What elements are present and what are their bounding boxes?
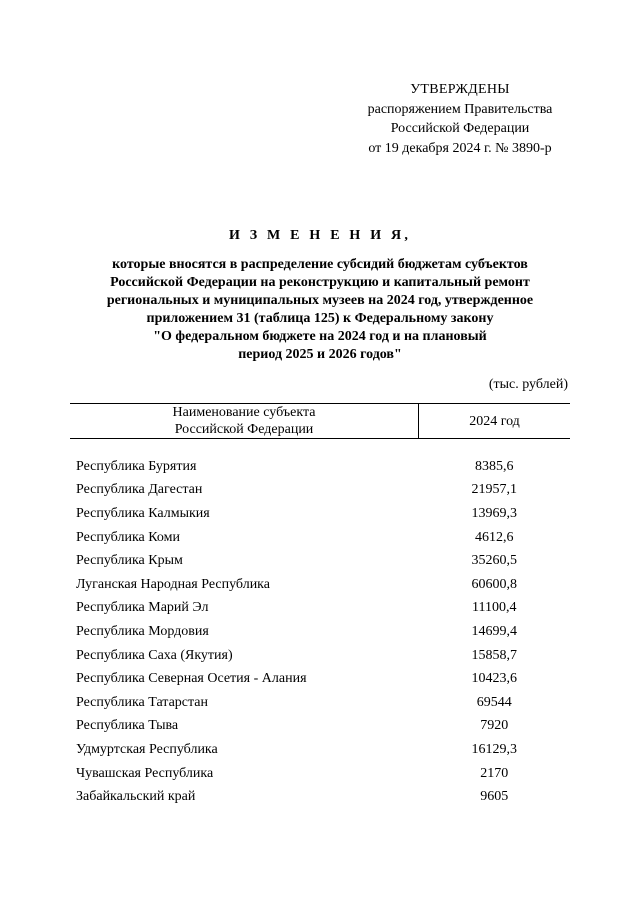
region-name: Республика Тыва <box>76 718 179 734</box>
subtitle-line: региональных и муниципальных музеев на 2024 год, утвержденное <box>106 293 534 308</box>
table-row <box>70 691 570 715</box>
subsidy-amount: 11100,4 <box>472 600 517 616</box>
table-row <box>70 620 570 644</box>
table-body <box>70 439 570 809</box>
table-row <box>70 667 570 691</box>
column-header-name <box>70 404 419 439</box>
region-name: Республика Мордовия <box>76 623 209 639</box>
approval-title: УТВЕРЖДЕНЫ <box>410 82 510 97</box>
region-name: Республика Коми <box>76 529 180 545</box>
table-row <box>70 715 570 739</box>
table-row <box>70 455 570 479</box>
subsidy-amount: 35260,5 <box>471 553 517 569</box>
approval-stamp <box>340 80 580 158</box>
subsidy-amount: 10423,6 <box>471 671 517 687</box>
subsidy-amount: 13969,3 <box>471 505 517 521</box>
subtitle-line: которые вносятся в распределение субсидий бюджетам субъектов <box>112 257 528 272</box>
region-name: Республика Северная Осетия - Алания <box>76 671 307 687</box>
region-name: Республика Дагестан <box>76 482 203 498</box>
region-name: Забайкальский край <box>76 789 196 805</box>
subsidy-amount: 60600,8 <box>471 576 517 592</box>
region-name: Республика Бурятия <box>76 458 197 474</box>
region-name: Удмуртская Республика <box>76 741 218 757</box>
table-row <box>70 597 570 621</box>
document-subtitle <box>60 256 580 364</box>
subsidy-amount: 16129,3 <box>471 741 517 757</box>
subsidy-amount: 2170 <box>480 765 509 781</box>
subsidy-table <box>70 403 570 809</box>
subsidy-amount: 69544 <box>476 694 512 710</box>
table-row <box>70 502 570 526</box>
column-header-name-line: Российской Федерации <box>174 422 314 437</box>
table-row <box>70 762 570 786</box>
column-header-year: 2024 год <box>419 404 571 439</box>
approval-line-date: от 19 декабря 2024 г. № 3890-р <box>368 140 552 156</box>
table-header-row <box>70 404 570 439</box>
subsidy-amount: 9605 <box>480 789 509 805</box>
table-row <box>70 549 570 573</box>
region-name: Республика Калмыкия <box>76 505 210 521</box>
subsidy-amount: 8385,6 <box>475 458 514 474</box>
region-name: Республика Татарстан <box>76 694 209 710</box>
subtitle-line: Российской Федерации на реконструкцию и капитальный ремонт <box>110 275 530 290</box>
table-row <box>70 738 570 762</box>
table-row <box>70 573 570 597</box>
region-name: Луганская Народная Республика <box>76 576 270 592</box>
table-row <box>70 644 570 668</box>
region-name: Республика Марий Эл <box>76 600 209 616</box>
subsidy-amount: 15858,7 <box>471 647 517 663</box>
subsidy-amount: 4612,6 <box>475 529 514 545</box>
subsidy-amount: 14699,4 <box>471 623 517 639</box>
units-label: (тыс. рублей) <box>488 377 568 392</box>
region-name: Республика Саха (Якутия) <box>76 647 233 663</box>
document-heading <box>60 226 580 364</box>
subtitle-line: "О федеральном бюджете на 2024 год и на плановый <box>153 329 487 344</box>
table-row <box>70 785 570 809</box>
approval-line-country: Российской Федерации <box>390 121 530 136</box>
table-row <box>70 526 570 550</box>
table-spacer <box>70 439 570 456</box>
column-header-name-line: Наименование субъекта <box>172 405 316 420</box>
subsidy-amount: 7920 <box>480 718 509 734</box>
approval-line-authority: распоряжением Правительства <box>367 101 553 117</box>
document-title: И З М Е Н Е Н И Я, <box>228 228 412 243</box>
region-name: Чувашская Республика <box>76 765 214 781</box>
table-row <box>70 479 570 503</box>
subsidy-amount: 21957,1 <box>471 482 517 498</box>
subtitle-line: период 2025 и 2026 годов" <box>238 347 402 362</box>
region-name: Республика Крым <box>76 553 183 569</box>
subtitle-line: приложением 31 (таблица 125) к Федеральному закону <box>146 311 494 326</box>
